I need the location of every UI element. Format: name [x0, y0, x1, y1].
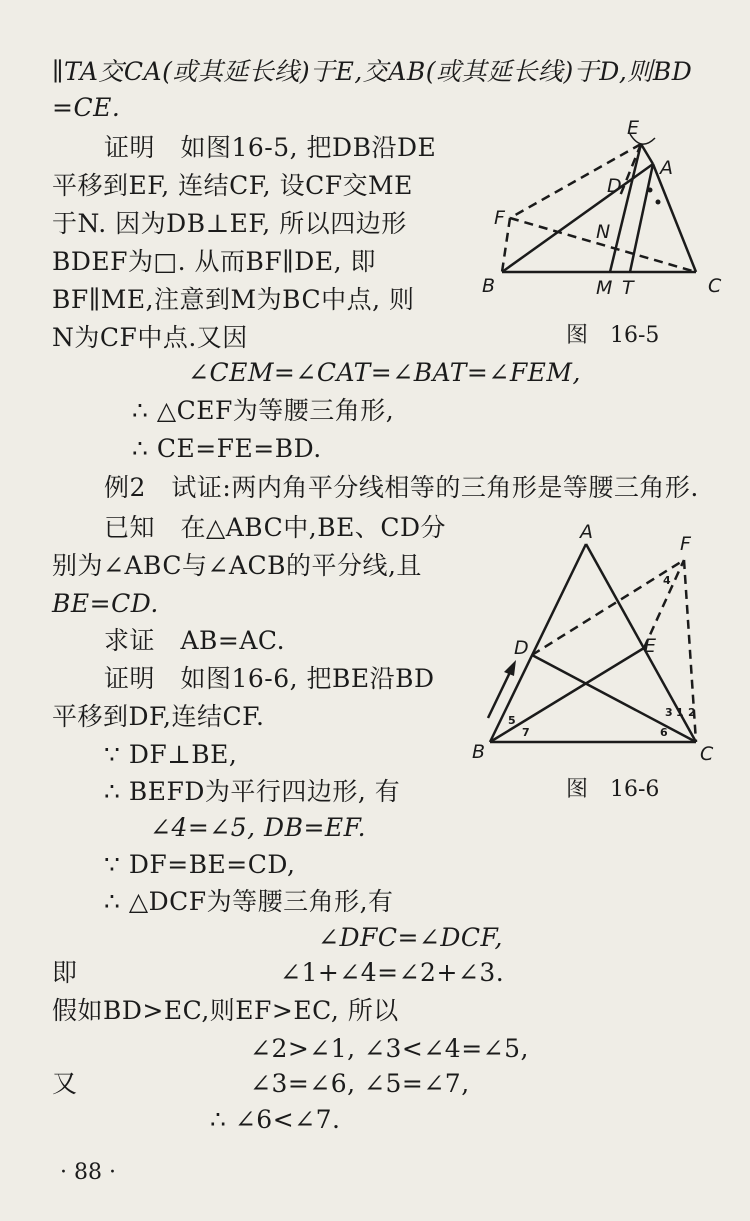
- figure-16-5: [470, 112, 740, 312]
- label-c: C: [708, 275, 722, 297]
- page-number: · 88 ·: [60, 1160, 116, 1185]
- angle-label: 1: [676, 706, 684, 719]
- equation-line: ∠3=∠6, ∠5=∠7,: [250, 1069, 470, 1098]
- text-line: 别为∠ABC与∠ACB的平分线,且: [52, 551, 422, 580]
- angle-label: 7: [522, 726, 530, 739]
- text-line: =CE.: [52, 93, 121, 122]
- label-d: D: [607, 175, 622, 197]
- label-d: D: [514, 637, 529, 659]
- text-line: ∥TA交CA(或其延长线)于E,交AB(或其延长线)于D,则BD: [52, 57, 693, 86]
- segment-ea: [641, 144, 653, 164]
- segment-ac: [653, 164, 696, 272]
- equation-line: ∠DFC=∠DCF,: [318, 923, 503, 952]
- equation-line: ∠4=∠5, DB=EF.: [150, 813, 367, 842]
- segment-ba: [502, 164, 653, 272]
- label-f: F: [494, 207, 505, 229]
- angle-dot: [648, 188, 653, 193]
- equation-line: ∴ CE=FE=BD.: [132, 434, 322, 463]
- text-line: BE=CD.: [52, 589, 159, 618]
- label-c: C: [700, 743, 714, 765]
- proof-heading-line: 证明 如图16-6, 把BE沿BD: [104, 664, 435, 693]
- text-line: 平移到EF, 连结CF, 设CF交ME: [52, 171, 413, 200]
- translation-arrow-head: [504, 660, 516, 676]
- equation-line: ∵ DF=BE=CD,: [104, 850, 296, 879]
- angle-label: 6: [660, 726, 668, 739]
- text-line: 平移到DF,连结CF.: [52, 702, 265, 731]
- label-e: E: [644, 635, 657, 657]
- equation-line: ∴ BEFD为平行四边形, 有: [104, 777, 401, 806]
- text-line: 假如BD>EC,则EF>EC, 所以: [52, 996, 399, 1025]
- text-line: 于N. 因为DB⊥EF, 所以四边形: [52, 209, 407, 238]
- figure-caption: 图 16-5: [566, 323, 660, 348]
- angle-label: 2: [688, 706, 696, 719]
- text-line: BF∥ME,注意到M为BC中点, 则: [52, 285, 415, 314]
- equation-line: ∠2>∠1, ∠3<∠4=∠5,: [250, 1034, 529, 1063]
- label-b: B: [472, 741, 486, 763]
- label-m: M: [596, 277, 613, 299]
- label-a: A: [580, 521, 593, 543]
- equation-line: ∵ DF⊥BE,: [104, 740, 238, 769]
- equation-line: ∴ △CEF为等腰三角形,: [132, 396, 395, 425]
- text-line: 已知 在△ABC中,BE、CD分: [104, 513, 446, 542]
- text-line: BDEF为□. 从而BF∥DE, 即: [52, 247, 376, 276]
- text-line: 又: [52, 1069, 78, 1098]
- example-heading: 例2 试证:两内角平分线相等的三角形是等腰三角形.: [104, 473, 699, 502]
- figure-caption: 图 16-6: [566, 777, 660, 802]
- label-n: N: [596, 221, 611, 243]
- equation-line: ∠CEM=∠CAT=∠BAT=∠FEM,: [188, 358, 581, 387]
- translation-arrow-shaft: [488, 668, 512, 718]
- proof-heading-line: 证明 如图16-5, 把DB沿DE: [104, 133, 437, 162]
- equation-line: ∴ △DCF为等腰三角形,有: [104, 887, 394, 916]
- label-e: E: [627, 117, 640, 139]
- text-line: 即: [52, 958, 78, 987]
- equation-line: ∠1+∠4=∠2+∠3.: [280, 958, 505, 987]
- label-f: F: [680, 533, 691, 555]
- label-a: A: [660, 157, 673, 179]
- angle-label: 5: [508, 714, 516, 727]
- angle-label: 3: [665, 706, 673, 719]
- label-b: B: [482, 275, 496, 297]
- angle-label: 4: [663, 574, 671, 587]
- figure-16-6: [468, 520, 738, 770]
- text-line: N为CF中点.又因: [52, 323, 248, 352]
- angle-dot: [656, 200, 661, 205]
- label-t: T: [622, 277, 634, 299]
- text-line: 求证 AB=AC.: [104, 626, 286, 655]
- equation-line: ∴ ∠6<∠7.: [210, 1105, 341, 1134]
